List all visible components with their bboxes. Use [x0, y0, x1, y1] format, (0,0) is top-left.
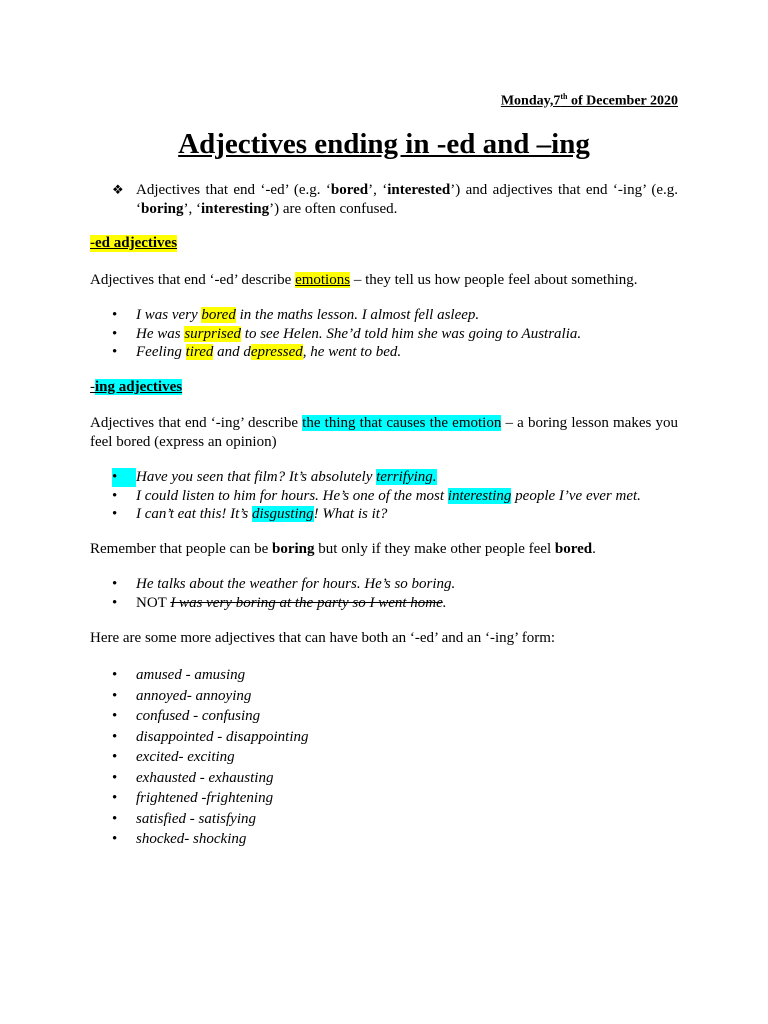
bullet-icon: • — [112, 708, 118, 724]
bullet-icon: • — [112, 769, 118, 786]
bullet-icon: • — [112, 487, 118, 504]
bullet-icon: • — [112, 749, 118, 765]
list-item: • Have you seen that film? It’s absolutely terrifying. — [112, 469, 437, 485]
bullet-icon: • — [112, 667, 118, 683]
list-item: • Feeling tired and depressed, he went to bed. — [112, 344, 402, 360]
list-item: • excited- exciting — [90, 747, 678, 768]
list-item: • amused - amusing — [90, 665, 678, 686]
list-item: • exhausted - exhausting — [90, 768, 678, 789]
ing-examples-list — [90, 468, 678, 524]
list-item: • annoyed- annoying — [90, 686, 678, 707]
list-item: • I can’t eat this! It’s disgusting! What is it? — [112, 506, 388, 522]
bullet-icon: • — [112, 325, 118, 342]
list-item: • shocked- shocking — [90, 829, 678, 850]
bullet-icon: • — [112, 468, 136, 487]
bullet-icon: • — [112, 506, 118, 522]
diamond-bullet-icon: ❖ — [112, 182, 124, 197]
list-item: • He talks about the weather for hours. He’s so boring. — [112, 576, 456, 592]
bullet-icon: • — [112, 687, 118, 704]
bullet-icon: • — [112, 810, 118, 827]
more-adjectives-intro: Here are some more adjectives that can have both an ‘-ed’ and an ‘-ing’ form: — [90, 630, 556, 646]
bullet-icon: • — [112, 344, 118, 360]
document-date: Monday,7th of December 2020 — [500, 92, 678, 109]
bullet-icon: • — [112, 594, 118, 611]
list-item: • I was very bored in the maths lesson. I almost fell asleep. — [112, 307, 480, 323]
bullet-icon: • — [112, 576, 118, 592]
adjective-pairs-list — [90, 665, 678, 850]
list-item: • satisfied - satisfying — [90, 809, 678, 830]
list-item: • I could listen to him for hours. He’s one of the most interesting people I’ve ever met. — [112, 487, 641, 504]
list-item: • frightened -frightening — [90, 788, 678, 809]
list-item: • confused - confusing — [90, 706, 678, 727]
ed-description: Adjectives that end ‘-ed’ describe emotions – they tell us how people feel about something. — [90, 272, 638, 288]
ed-adjectives-heading: -ed adjectives — [90, 235, 178, 251]
ing-adjectives-heading: -ing adjectives — [90, 379, 183, 395]
remember-examples-list — [90, 575, 678, 612]
document-title: Adjectives ending in -ed and –ing — [178, 128, 590, 160]
bullet-icon: • — [112, 728, 118, 745]
bullet-icon: • — [112, 307, 118, 323]
bullet-icon: • — [112, 790, 118, 806]
ing-description: Adjectives that end ‘-ing’ describe the thing that causes the emotion – a boring lesson makes you feel bored (express an opinion) — [90, 415, 678, 450]
list-item: • disappointed - disappointing — [90, 727, 678, 748]
list-item: • He was surprised to see Helen. She’d told him she was going to Australia. — [112, 325, 582, 342]
ed-examples-list — [90, 306, 678, 362]
bullet-icon: • — [112, 831, 118, 847]
intro-paragraph: ❖ Adjectives that end ‘-ed’ (e.g. ‘bored’, ‘interested’) and adjectives that end ‘-ing’ (e.g. ‘boring’, ‘interesting’) are often confused. — [112, 182, 678, 217]
list-item: • NOT I was very boring at the party so I went home. — [112, 594, 447, 611]
remember-paragraph: Remember that people can be boring but only if they make other people feel bored. — [90, 541, 596, 557]
